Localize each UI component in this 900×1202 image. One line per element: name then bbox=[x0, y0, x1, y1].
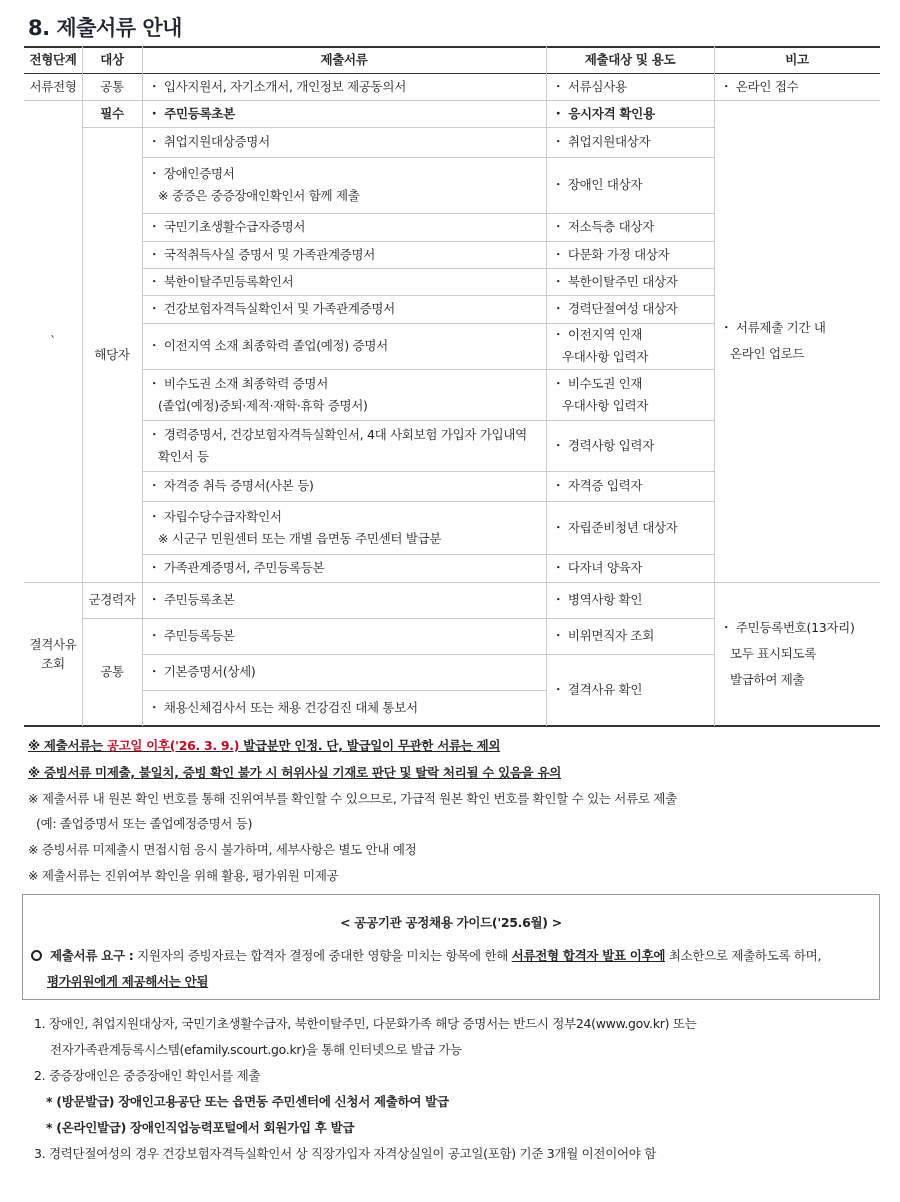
table-cell-doc: ・ 국민기초생활수급자증명서 bbox=[148, 219, 306, 234]
doc-line: (졸업(예정)중퇴·제적·재학·휴학 증명서) bbox=[158, 397, 368, 413]
header-stage: 전형단계 bbox=[29, 52, 77, 67]
table-cell-doc: ・ 주민등록등본 bbox=[148, 628, 235, 643]
remark-line: 온라인 업로드 bbox=[730, 346, 805, 361]
stage-mark: ` bbox=[50, 333, 56, 348]
section-title: 8. 제출서류 안내 bbox=[28, 16, 182, 40]
list-item: 전자가족관계등록시스템(efamily.scourt.go.kr)을 통해 인터넷으로 발급 가능 bbox=[50, 1042, 462, 1057]
doc-line: ・ 자립수당수급자확인서 bbox=[148, 508, 282, 524]
table-cell-doc bbox=[142, 501, 546, 554]
doc-subnote: ※ 시군구 민원센터 또는 개별 읍면동 주민센터 발급분 bbox=[158, 530, 442, 546]
list-item: 2. 중증장애인은 중증장애인 확인서를 제출 bbox=[34, 1068, 261, 1083]
table-cell-purpose: ・ 다문화 가정 대상자 bbox=[552, 246, 670, 262]
table-cell-doc bbox=[142, 420, 546, 471]
remark-line: ・ 서류제출 기간 내 bbox=[720, 320, 826, 335]
remark-line: 발급하여 제출 bbox=[730, 671, 805, 687]
header-documents: 제출서류 bbox=[320, 52, 368, 67]
table-cell-purpose: ・ 저소득층 대상자 bbox=[552, 219, 654, 234]
guide-text: 지원자의 증빙자료는 합격자 결정에 중대한 영향을 미치는 항목에 한해 bbox=[133, 948, 512, 963]
table-cell-purpose: ・ 병역사항 확인 bbox=[552, 592, 643, 607]
doc-line: ・ 경력증명서, 건강보험자격득실확인서, 4대 사회보험 가입자 가입내역 bbox=[148, 426, 527, 442]
table-cell-purpose bbox=[546, 323, 714, 369]
list-item: 1. 장애인, 취업지원대상자, 국민기초생활수급자, 북한이탈주민, 다문화가족 해당 증명서는 반드시 정부24(www.gov.kr) 또는 bbox=[34, 1016, 697, 1031]
purpose-line: ・ 이전지역 인재 bbox=[552, 327, 643, 342]
table-cell-doc: ・ 북한이탈주민등록확인서 bbox=[148, 273, 294, 289]
table-cell-doc: ・ 주민등록초본 bbox=[148, 105, 235, 121]
guide-label: 제출서류 요구 : bbox=[50, 948, 134, 963]
table-cell-doc: ・ 취업지원대상증명서 bbox=[148, 134, 270, 149]
stage-line: 조회 bbox=[41, 655, 65, 671]
list-item: * (온라인발급) 장애인직업능력포털에서 회원가입 후 발급 bbox=[46, 1120, 355, 1135]
note-text: 발급분만 인정. 단, 발급일이 무관한 서류는 제외 bbox=[239, 738, 501, 753]
list-item: 3. 경력단절여성의 경우 건강보험자격득실확인서 상 직장가입자 자격상실일이 공고일(포함) 기준 3개월 이전이어야 함 bbox=[34, 1146, 656, 1161]
guide-title: < 공공기관 공정채용 가이드('25.6월) > bbox=[340, 915, 562, 930]
table-cell-doc bbox=[142, 369, 546, 420]
header-remarks: 비고 bbox=[785, 52, 809, 67]
guide-emphasis: 평가위원에게 제공해서는 안됨 bbox=[47, 974, 209, 989]
note-issue-date bbox=[28, 736, 500, 754]
table-cell-purpose: ・ 북한이탈주민 대상자 bbox=[552, 273, 678, 289]
guide-emphasis: 서류전형 합격자 발표 이후에 bbox=[511, 948, 666, 963]
list-item: * (방문발급) 장애인고용공단 또는 읍면동 주민센터에 신청서 제출하여 발급 bbox=[46, 1094, 449, 1109]
purpose-line: ・ 비수도권 인재 bbox=[552, 375, 643, 391]
guide-text: 최소한으로 제출하도록 하며, bbox=[665, 948, 822, 963]
table-cell-purpose bbox=[546, 369, 714, 420]
purpose-line: 우대사항 입력자 bbox=[562, 397, 649, 413]
target-common-2: 공통 bbox=[100, 663, 124, 679]
table-cell-doc: ・ 주민등록초본 bbox=[148, 592, 235, 607]
header-target: 대상 bbox=[100, 52, 124, 67]
fair-hiring-guide-box bbox=[22, 894, 880, 1000]
remark-line: ・ 주민등록번호(13자리) bbox=[720, 619, 855, 635]
purpose-line: 우대사항 입력자 bbox=[562, 349, 649, 364]
note-original-number: ※ 제출서류 내 원본 확인 번호를 통해 진위여부를 확인할 수 있으므로, 가급적 원본 확인 번호를 확인할 수 있는 서류로 제출 bbox=[28, 791, 677, 806]
table-cell-doc: ・ 국적취득사실 증명서 및 가족관계증명서 bbox=[148, 246, 376, 262]
target-military: 군경력자 bbox=[88, 592, 136, 607]
target-common: 공통 bbox=[100, 78, 124, 94]
table-cell-doc: ・ 가족관계증명서, 주민등록등본 bbox=[148, 560, 325, 575]
doc-line: ・ 장애인증명서 bbox=[148, 166, 235, 181]
stage-line: 결격사유 bbox=[29, 636, 77, 652]
note-example: (예: 졸업증명서 또는 졸업예정증명서 등) bbox=[36, 816, 253, 831]
table-cell-purpose: ・ 결격사유 확인 bbox=[552, 681, 643, 697]
table-cell-purpose: ・ 비위면직자 조회 bbox=[552, 628, 654, 643]
doc-line: ・ 비수도권 소재 최종학력 증명서 bbox=[148, 375, 328, 391]
table-cell-purpose: ・ 다자녀 양육자 bbox=[552, 560, 643, 575]
table-cell-purpose: ・ 서류심사용 bbox=[552, 78, 627, 94]
table-cell-purpose: ・ 취업지원대상자 bbox=[552, 134, 651, 149]
target-required: 필수 bbox=[100, 105, 124, 121]
remark-rrn bbox=[714, 582, 880, 725]
table-cell-doc: ・ 채용신체검사서 또는 채용 건강검진 대체 통보서 bbox=[148, 699, 418, 715]
doc-subnote: ※ 중증은 중증장애인확인서 함께 제출 bbox=[158, 188, 360, 203]
stage-document-screening: 서류전형 bbox=[29, 78, 77, 94]
note-warning: ※ 증빙서류 미제출, 불일치, 증빙 확인 불가 시 허위사실 기재로 판단 및 탈락 처리될 수 있음을 유의 bbox=[28, 765, 562, 780]
table-cell-doc bbox=[142, 157, 546, 213]
header-purpose: 제출대상 및 용도 bbox=[584, 52, 676, 67]
table-cell-doc: ・ 이전지역 소재 최종학력 졸업(예정) 증명서 bbox=[148, 338, 388, 353]
table-cell-doc: ・ 기본증명서(상세) bbox=[148, 664, 256, 679]
table-cell-remark: ・ 온라인 접수 bbox=[720, 78, 799, 94]
stage-disqualification bbox=[24, 582, 82, 725]
target-applicable: 해당자 bbox=[94, 346, 130, 362]
table-cell-purpose: ・ 경력단절여성 대상자 bbox=[552, 301, 678, 316]
remark-upload bbox=[714, 100, 880, 582]
note-highlight: 공고일 이후('26. 3. 9.) bbox=[106, 738, 240, 753]
remark-line: 모두 표시되도록 bbox=[730, 645, 817, 661]
table-cell-doc: ・ 자격증 취득 증명서(사본 등) bbox=[148, 478, 314, 493]
note-interview: ※ 증빙서류 미제출시 면접시험 응시 불가하며, 세부사항은 별도 안내 예정 bbox=[28, 842, 417, 857]
table-cell-purpose: ・ 자격증 입력자 bbox=[552, 478, 643, 493]
table-cell-doc: ・ 입사지원서, 자기소개서, 개인정보 제공동의서 bbox=[148, 78, 406, 94]
circle-bullet-icon bbox=[31, 950, 42, 961]
note-evaluator: ※ 제출서류는 진위여부 확인을 위해 활용, 평가위원 미제공 bbox=[28, 868, 339, 883]
table-cell-purpose: ・ 자립준비청년 대상자 bbox=[552, 519, 678, 535]
doc-line: 확인서 등 bbox=[158, 448, 209, 464]
table-cell-purpose: ・ 응시자격 확인용 bbox=[552, 105, 655, 121]
guide-body bbox=[31, 943, 871, 995]
table-cell-purpose: ・ 경력사항 입력자 bbox=[552, 437, 654, 453]
table-cell-doc: ・ 건강보험자격득실확인서 및 가족관계증명서 bbox=[148, 301, 395, 316]
note-text: ※ 제출서류는 bbox=[28, 738, 107, 753]
table-cell-purpose: ・ 장애인 대상자 bbox=[552, 177, 643, 192]
